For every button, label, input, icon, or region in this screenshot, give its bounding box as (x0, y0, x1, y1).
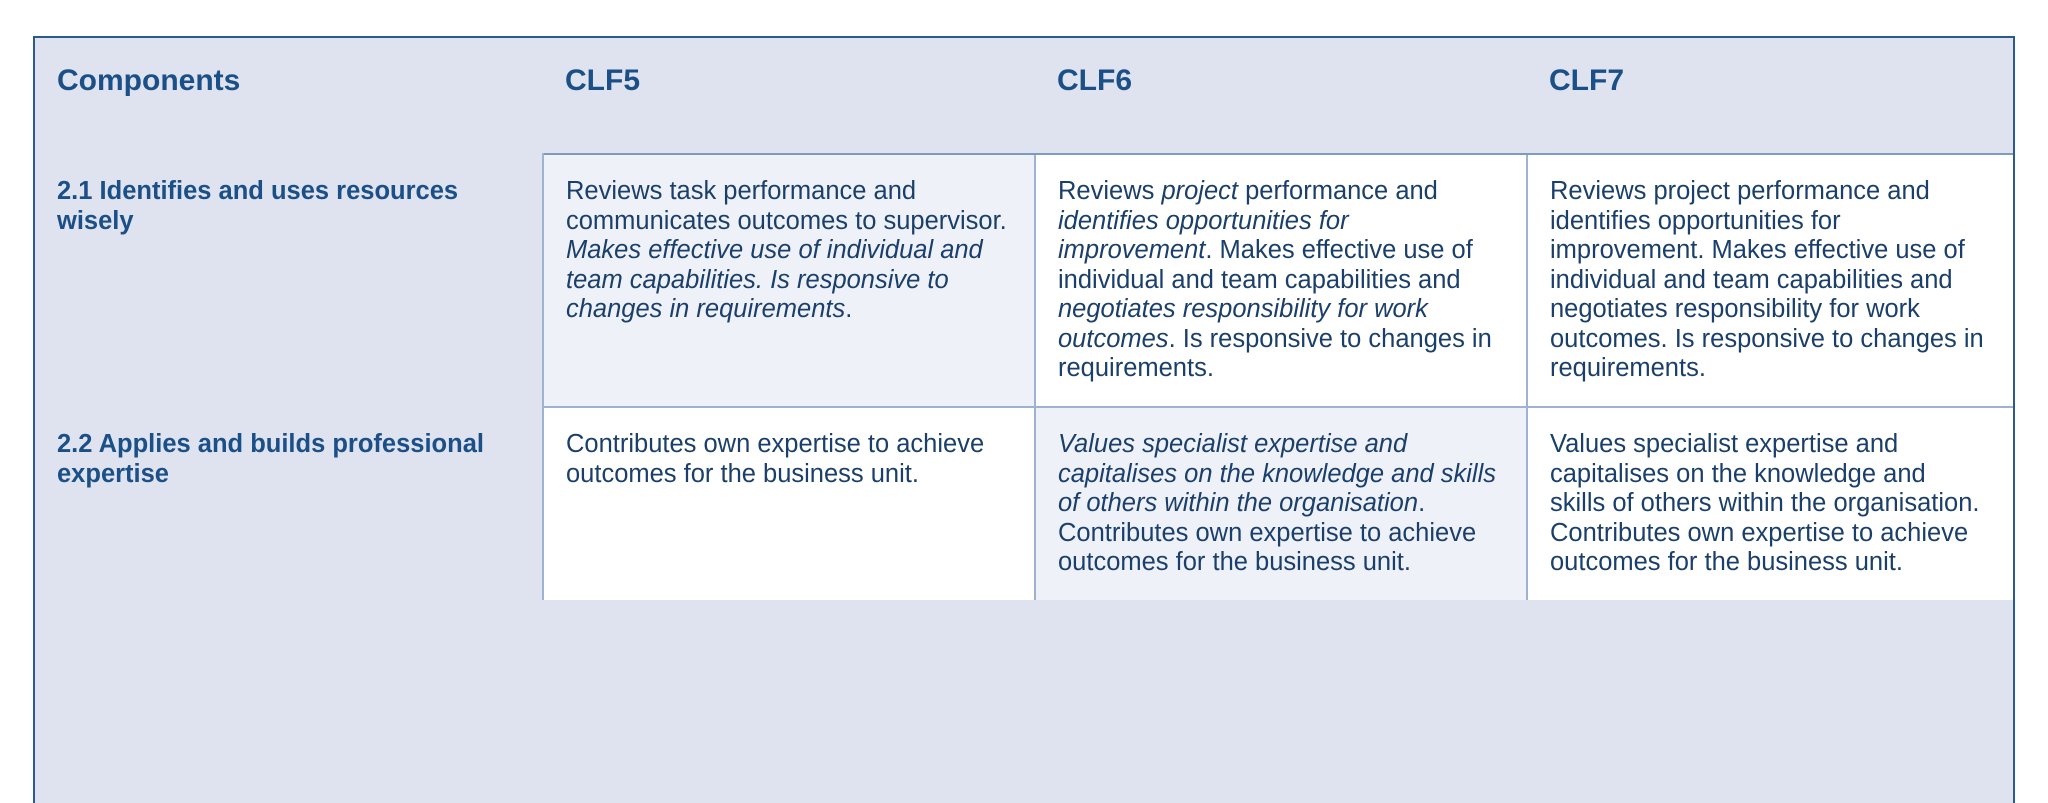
cell-2-1-clf6: Reviews project performance and identifies opportunities for improvement. Makes effective use of individual and team capabilities and negotiates responsibility for work outcomes. Is responsive to changes in requirements. (1035, 154, 1527, 407)
cell-2-1-clf5: Reviews task performance and communicates outcomes to supervisor. Makes effective use of individual and team capabilities. Is responsive to changes in requirements. (543, 154, 1035, 407)
cell-2-1-clf7: Reviews project performance and identifies opportunities for improvement. Makes effective use of individual and team capabilities and negotiates responsibility for work outcomes. Is responsive to changes in requirements. (1527, 154, 2013, 407)
table-header-row (35, 38, 2013, 154)
capability-matrix-table (33, 36, 2015, 803)
column-header-clf5: CLF5 (543, 38, 1035, 154)
column-header-components: Components (35, 38, 543, 154)
cell-2-2-clf5: Contributes own expertise to achieve outcomes for the business unit. (543, 407, 1035, 600)
table-row (35, 407, 2013, 600)
table-row (35, 154, 2013, 407)
matrix-table (35, 38, 2013, 600)
column-header-clf6: CLF6 (1035, 38, 1527, 154)
table-body (35, 154, 2013, 600)
cell-2-2-clf7: Values specialist expertise and capitalises on the knowledge and skills of others within the organisation. Contributes own expertise to achieve outcomes for the business unit. (1527, 407, 2013, 600)
row-label-2-1: 2.1 Identifies and uses resources wisely (35, 154, 543, 407)
cell-2-2-clf6: Values specialist expertise and capitalises on the knowledge and skills of others within the organisation. Contributes own expertise to achieve outcomes for the business unit. (1035, 407, 1527, 600)
row-label-2-2: 2.2 Applies and builds professional expertise (35, 407, 543, 600)
table-header (35, 38, 2013, 154)
column-header-clf7: CLF7 (1527, 38, 2013, 154)
